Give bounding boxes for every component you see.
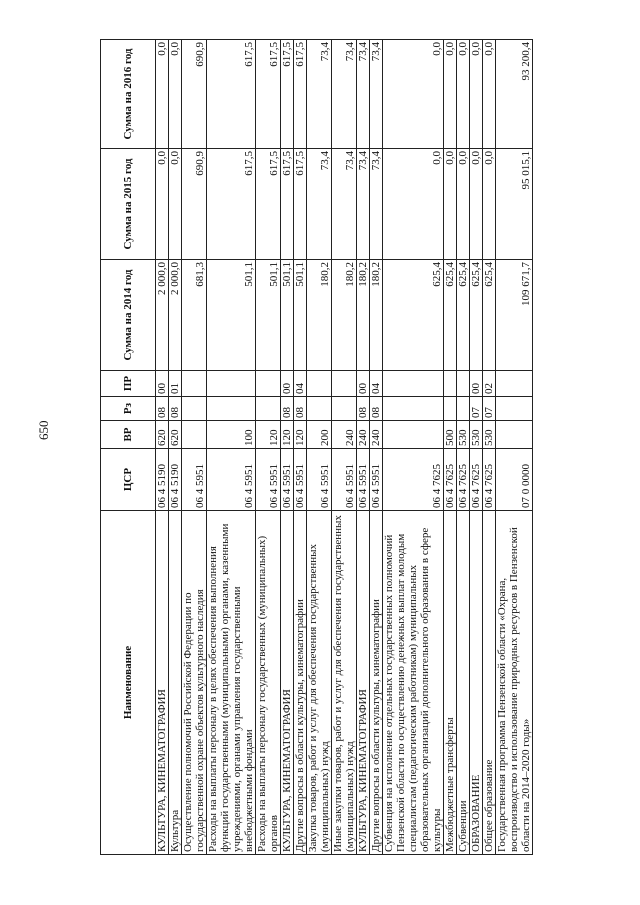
cell-sum-2014: 501,1: [281, 260, 294, 371]
cell-csr: 07 0 0000: [496, 449, 533, 511]
table-row: [307, 40, 332, 855]
cell-vr: 200: [307, 421, 332, 449]
cell-sum-2014: 625,4: [444, 260, 457, 371]
table-row: [332, 40, 357, 855]
cell-sum-2015: 690,9: [182, 149, 207, 260]
cell-sum-2015: 617,5: [294, 149, 307, 260]
cell-sum-2014: 501,1: [256, 260, 281, 371]
cell-csr: 06 4 5190: [156, 449, 169, 511]
cell-csr: 06 4 5951: [281, 449, 294, 511]
cell-pr: [207, 371, 256, 397]
cell-csr: 06 4 5190: [169, 449, 182, 511]
cell-vr: 530: [483, 421, 496, 449]
cell-sum-2014: 625,4: [457, 260, 470, 371]
cell-sum-2014: 681,3: [182, 260, 207, 371]
table-row: [256, 40, 281, 855]
cell-vr: [182, 421, 207, 449]
cell-csr: 06 4 5951: [357, 449, 370, 511]
cell-vr: 100: [207, 421, 256, 449]
header-vr: ВР: [101, 421, 156, 449]
header-sum-2014: Сумма на 2014 год: [101, 260, 156, 371]
cell-sum-2015: 0,0: [457, 149, 470, 260]
table-row: [496, 40, 533, 855]
cell-sum-2015: 73,4: [357, 149, 370, 260]
cell-rz: 08: [281, 397, 294, 421]
cell-sum-2014: 501,1: [207, 260, 256, 371]
cell-csr: 06 4 5951: [307, 449, 332, 511]
cell-sum-2014: 625,4: [483, 260, 496, 371]
cell-sum-2016: 73,4: [357, 40, 370, 149]
table-row: [182, 40, 207, 855]
cell-sum-2014: 109 671,7: [496, 260, 533, 371]
table-row: [444, 40, 457, 855]
table-row: [169, 40, 182, 855]
cell-pr: [457, 371, 470, 397]
cell-sum-2014: 625,4: [383, 260, 444, 371]
cell-pr: 04: [294, 371, 307, 397]
cell-sum-2015: 73,4: [370, 149, 383, 260]
cell-sum-2014: 180,2: [357, 260, 370, 371]
cell-sum-2016: 73,4: [307, 40, 332, 149]
cell-pr: [496, 371, 533, 397]
table-row: [294, 40, 307, 855]
cell-name: КУЛЬТУРА, КИНЕМАТОГРАФИЯ: [281, 511, 294, 855]
cell-vr: 240: [332, 421, 357, 449]
header-sum-2016: Сумма на 2016 год: [101, 40, 156, 149]
cell-pr: 00: [357, 371, 370, 397]
table-row: [370, 40, 383, 855]
cell-sum-2015: 73,4: [307, 149, 332, 260]
cell-sum-2016: 93 200,4: [496, 40, 533, 149]
cell-sum-2015: 0,0: [483, 149, 496, 260]
cell-vr: 120: [294, 421, 307, 449]
cell-sum-2015: 617,5: [256, 149, 281, 260]
table-row: [483, 40, 496, 855]
cell-vr: 240: [370, 421, 383, 449]
cell-sum-2014: 2 000,0: [169, 260, 182, 371]
cell-pr: [332, 371, 357, 397]
cell-pr: [256, 371, 281, 397]
cell-rz: 08: [357, 397, 370, 421]
cell-name: Иные закупки товаров, работ и услуг для обеспечения государственных (муниципальных) нужд: [332, 511, 357, 855]
cell-sum-2015: 0,0: [470, 149, 483, 260]
cell-rz: [207, 397, 256, 421]
cell-name: КУЛЬТУРА, КИНЕМАТОГРАФИЯ: [156, 511, 169, 855]
table-body: [156, 40, 533, 855]
cell-pr: 01: [169, 371, 182, 397]
cell-csr: 06 4 5951: [370, 449, 383, 511]
cell-rz: 08: [294, 397, 307, 421]
cell-rz: 07: [483, 397, 496, 421]
cell-csr: 06 4 7625: [470, 449, 483, 511]
cell-name: Государственная программа Пензенской области «Охрана, воспроизводство и использование природных ресурсов в Пензенской области на 2014–2020 годы»: [496, 511, 533, 855]
cell-pr: 04: [370, 371, 383, 397]
header-pr: ПР: [101, 371, 156, 397]
cell-csr: 06 4 5951: [207, 449, 256, 511]
cell-rz: [256, 397, 281, 421]
cell-rz: [383, 397, 444, 421]
cell-rz: 07: [470, 397, 483, 421]
cell-sum-2015: 617,5: [281, 149, 294, 260]
cell-name: Другие вопросы в области культуры, кинематографии: [370, 511, 383, 855]
cell-csr: 06 4 7625: [444, 449, 457, 511]
cell-sum-2016: 0,0: [444, 40, 457, 149]
rotated-page: [100, 40, 560, 855]
cell-sum-2015: 0,0: [383, 149, 444, 260]
cell-name: Расходы на выплаты персоналу в целях обеспечения выполнения функций государственными (муниципальными) органами, казенными учреждениями, органами управления государственными внебюджетными фондами: [207, 511, 256, 855]
header-sum-2015: Сумма на 2015 год: [101, 149, 156, 260]
cell-vr: 620: [156, 421, 169, 449]
cell-rz: [307, 397, 332, 421]
cell-csr: 06 4 5951: [182, 449, 207, 511]
cell-name: Межбюджетные трансферты: [444, 511, 457, 855]
cell-pr: [182, 371, 207, 397]
cell-sum-2016: 0,0: [470, 40, 483, 149]
cell-rz: [457, 397, 470, 421]
table-row: [470, 40, 483, 855]
cell-rz: [182, 397, 207, 421]
table-row: [207, 40, 256, 855]
cell-vr: 500: [444, 421, 457, 449]
cell-pr: 02: [483, 371, 496, 397]
cell-sum-2016: 617,5: [256, 40, 281, 149]
cell-name: Осуществление полномочий Российской Федерации по государственной охране объектов культурного наследия: [182, 511, 207, 855]
cell-sum-2014: 2 000,0: [156, 260, 169, 371]
cell-pr: [444, 371, 457, 397]
cell-sum-2014: 501,1: [294, 260, 307, 371]
cell-rz: [496, 397, 533, 421]
cell-sum-2016: 0,0: [156, 40, 169, 149]
cell-sum-2016: 0,0: [457, 40, 470, 149]
cell-vr: 240: [357, 421, 370, 449]
cell-name: Субвенции: [457, 511, 470, 855]
cell-vr: 530: [470, 421, 483, 449]
cell-sum-2014: 180,2: [307, 260, 332, 371]
cell-name: Закупка товаров, работ и услуг для обеспечения государственных (муниципальных) нужд: [307, 511, 332, 855]
cell-name: Общее образование: [483, 511, 496, 855]
cell-csr: 06 4 7625: [483, 449, 496, 511]
cell-pr: 00: [156, 371, 169, 397]
cell-pr: 00: [470, 371, 483, 397]
cell-name: ОБРАЗОВАНИЕ: [470, 511, 483, 855]
cell-pr: [383, 371, 444, 397]
cell-vr: 620: [169, 421, 182, 449]
cell-csr: 06 4 5951: [256, 449, 281, 511]
header-rz: Рз: [101, 397, 156, 421]
cell-sum-2016: 0,0: [483, 40, 496, 149]
cell-rz: [332, 397, 357, 421]
cell-name: КУЛЬТУРА, КИНЕМАТОГРАФИЯ: [357, 511, 370, 855]
cell-sum-2016: 0,0: [383, 40, 444, 149]
cell-sum-2015: 0,0: [169, 149, 182, 260]
table-row: [357, 40, 370, 855]
cell-csr: 06 4 5951: [294, 449, 307, 511]
cell-sum-2015: 73,4: [332, 149, 357, 260]
cell-sum-2014: 625,4: [470, 260, 483, 371]
page-number: 650: [36, 420, 51, 440]
cell-csr: 06 4 5951: [332, 449, 357, 511]
table-row: [156, 40, 169, 855]
cell-sum-2016: 617,5: [281, 40, 294, 149]
cell-rz: 08: [156, 397, 169, 421]
budget-table: [100, 39, 533, 855]
table-header-row: [101, 40, 156, 855]
cell-vr: 120: [281, 421, 294, 449]
cell-sum-2015: 617,5: [207, 149, 256, 260]
cell-vr: [383, 421, 444, 449]
table-row: [457, 40, 470, 855]
cell-sum-2016: 690,9: [182, 40, 207, 149]
cell-name: Субвенция на исполнение отдельных государственных полномочий Пензенской области по осуществлению денежных выплат молодым специалистам (педагогическим работникам) муниципальных образовательных организаций дополнительного образования в сфере культуры: [383, 511, 444, 855]
cell-csr: 06 4 7625: [383, 449, 444, 511]
table-row: [281, 40, 294, 855]
cell-vr: [496, 421, 533, 449]
cell-sum-2016: 73,4: [332, 40, 357, 149]
cell-name: Другие вопросы в области культуры, кинематографии: [294, 511, 307, 855]
cell-rz: 08: [370, 397, 383, 421]
cell-pr: [307, 371, 332, 397]
cell-sum-2015: 0,0: [156, 149, 169, 260]
cell-sum-2014: 180,2: [332, 260, 357, 371]
cell-sum-2016: 73,4: [370, 40, 383, 149]
cell-sum-2015: 0,0: [444, 149, 457, 260]
table-row: [383, 40, 444, 855]
cell-name: Расходы на выплаты персоналу государственных (муниципальных) органов: [256, 511, 281, 855]
header-name: Наименование: [101, 511, 156, 855]
cell-sum-2016: 617,5: [294, 40, 307, 149]
cell-name: Культура: [169, 511, 182, 855]
cell-sum-2015: 95 015,1: [496, 149, 533, 260]
cell-sum-2016: 0,0: [169, 40, 182, 149]
cell-csr: 06 4 7625: [457, 449, 470, 511]
header-csr: ЦСР: [101, 449, 156, 511]
cell-pr: 00: [281, 371, 294, 397]
cell-sum-2014: 180,2: [370, 260, 383, 371]
cell-vr: 120: [256, 421, 281, 449]
cell-vr: 530: [457, 421, 470, 449]
cell-rz: 08: [169, 397, 182, 421]
cell-sum-2016: 617,5: [207, 40, 256, 149]
cell-rz: [444, 397, 457, 421]
